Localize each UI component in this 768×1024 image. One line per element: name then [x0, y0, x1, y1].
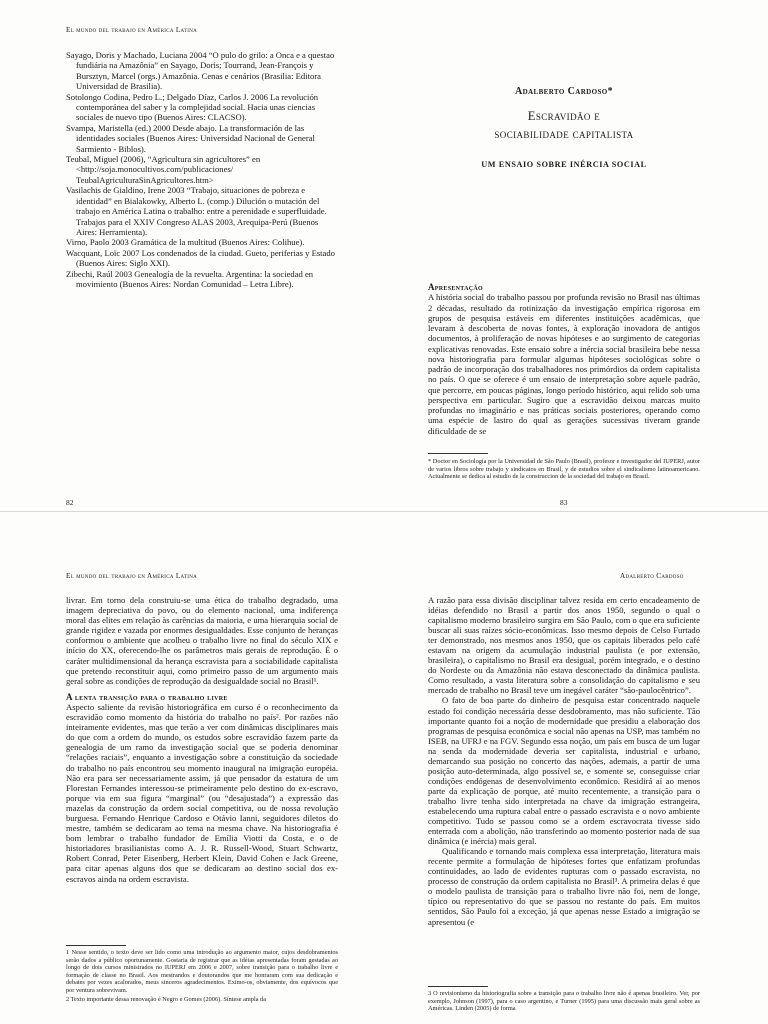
footnotes-left: [66, 949, 338, 1006]
reference-entry: Wacquant, Loïc 2007 Los condenados de la ciudad. Gueto, periferias y Estado (Buenos Aires: Siglo XXI).: [66, 247, 335, 269]
body-paragraph: Qualificando e tornando mais complexa essa interpretação, literatura mais recente permite a formulação de hipóteses fortes que enfatizam profundas continuidades, ao lado de evidentes rupturas com o passado escravista, no processo de construção da ordem capitalista no Brasil³. A primeira delas é que o modelo paulista de transição para o trabalho livre não foi, nem de longe, típico ou representativo do que se passou no restante do país. Em muitos sentidos, São Paulo foi a exceção, já que apenas nesse Estado a imigração se apresentou (e: [428, 846, 700, 927]
running-head-right: Adalberto Cardoso: [620, 572, 684, 580]
body-paragraph: Aspecto saliente da revisão historiográfica em curso é o reconhecimento da escravidão como momento da história do trabalho no país². Por razões não inteiramente evidentes, mas que terão a ver com dinâmicas disciplinares mais do que com a ordem do mundo, os estudos sobre escravidão fazem parte da genealogia de um ramo da investigação social que se poderia denominar “relações raciais”, enquanto a investigação sobre a constituição da sociedade do trabalho no país encontrou seu momento inaugural na imigração européia. Não era para ser necessariamente assim, já que pensador da estatura de um Florestan Fernandes interessou-se primeiramente pelo destino do ex-escravo, porque via em sua figura “marginal” (ou “desajustada”) a expressão das mazelas da construção da ordem social competitiva, ou de nossa revolução burguesa. Fernando Henrique Cardoso e Otávio Ianni, seguidores diletos do mestre, também se dedicaram ao tema na mesma chave. Na historiografia é bom lembrar o trabalho fundador de Emília Viotti da Costa, e o de historiadores brasilianistas como A. J. R. Russell-Wood, Stuart Schwartz, Robert Conrad, Peter Eisenberg, Herbert Klein, David Cohen e Jack Greene, para citar apenas alguns dos que se dedicaram ao destino social dos ex-escravos ainda na ordem escravista.: [66, 701, 338, 884]
reference-entry: Virno, Paolo 2003 Gramática de la multitud (Buenos Aires: Colihue).: [66, 237, 305, 248]
footnote-text: 2 Texto importante dessa renovação é Negro e Gomes (2006). Síntese ampla da: [66, 996, 267, 1003]
presentation-section: [428, 282, 700, 436]
reference-entry: Teubal, Miguel (2006), “Agricultura sin agricultores” en <http://soja.monocultivos.com/publicaciones/ TeubalAgriculturaSinAgricultores.htm>: [66, 154, 261, 185]
body-paragraph: A história social do trabalho passou por profunda revisão no Brasil nas últimas 2 décadas, resultado da rotinização da investigação empírica rigorosa em grupos de pesquisa estáveis em diferentes instituições acadêmicas, que levaram à descoberta de novas fontes, à exploração inovadora de antigos documentos, à proliferação de novas hipóteses e ao surgimento de categorias explicativas renovadas. Este ensaio sobre a inércia social brasileira bebe nessa nova historiografia para formular algumas hipóteses sociológicas sobre o padrão de incorporação dos trabalhadores nos primórdios da ordem capitalista no país. O que se oferece é um ensaio de interpretação sobre aquele padrão, que percorre, em poucas páginas, longo período histórico, aqui relido sob uma perspectiva em particular. Sugiro que a escravidão deixou marcas muito profundas no imaginário e nas práticas sociais posteriores, operando como uma espécie de lastro do qual as gerações sucessivas tiveram grande dificuldade de se: [428, 292, 700, 436]
page-number-right: 83: [560, 498, 568, 507]
body-paragraph: A razão para essa divisão disciplinar talvez resida em certo encadeamento de idéias defendido no Brasil a partir dos anos 1950, segundo o qual o capitalismo moderno brasileiro surgira em São Paulo, com o que era suficiente buscar ali suas raízes sócio-econômicas. Isso mesmo depois de Celso Furtado ter demonstrado, nos mesmos anos 1950, que os capitais liberados pelo café estavam na origem da acumulação industrial paulista (e por extensão, brasileira), o capitalismo no Brasil era desigual, porém integrado, e o destino do Nordeste ou da Amazônia não estava desconectado da dinâmica paulista. Como resultado, a vasta literatura sobre a consolidação do capitalismo e seu mercado de trabalho no Brasil teve um inegável caráter “são-paulocêntrico”.: [428, 595, 700, 696]
section-heading: A lenta transição para o trabalho livre: [66, 691, 228, 702]
article-subtitle: UM ENSAIO SOBRE INÉRCIA SOCIAL: [481, 160, 647, 169]
footnote-rule: [428, 453, 488, 454]
body-paragraph: O fato de boa parte do dinheiro de pesquisa estar concentrado naquele estado foi condição necessária desse desdobramento, mas não suficiente. Tão importante quanto foi a noção de modernidade que presidiu a elaboração dos programas de pesquisa econômica e social não apenas na USP, mas também no ISEB, na UFRJ e na FGV. Segundo essa noção, um país em busca de um lugar na senda da modernidade deveria ser capitalista, industrial e urbano, demarcando sua posição no concerto das nações, ademais, a partir de uma posição auto-determinada, algo possível se, e somente se, conseguisse criar condições endógenas de desenvolvimento econômico. Residirá aí ao menos parte da explicação de porque, até muito recentemente, a transição para o trabalho livre tenha sido interpretada na chave da imigração estrangeira, estabelecendo uma ruptura cabal entre o passado escravista e o novo ambiente competitivo. Tudo se passou como se a ordem escravocrata tivesse sido enterrada com a abolição, não transferindo ao momento posterior nada de sua dinâmica (e inércia) mais geral.: [428, 695, 700, 847]
reference-entry: Sayago, Doris y Machado, Luciana 2004 “O pulo do grilo: a Onca e a questao fundiária na Amazônia” en Sayago, Doris; Tourrand, Jean-François y Bursztyn, Marcel (orgs.) Amazônia. Cenas e cenários (Brasilia: Editora Universidad de Brasilia).: [66, 50, 335, 92]
footnote-text: 3 O revisionismo da historiografia sobre a transição para o trabalho livre não é apenas brasileiro. Ver, por exemplo, Johnson (1997), para o caso argentino, e Turner (1995) para uma discussão mais geral sobre as Américas. Linden (2005) de forma: [428, 990, 700, 1012]
body-paragraph: livrar. Em torno dela construiu-se uma ética do trabalho degradado, uma imagem depreciativa do povo, ou do elemento nacional, uma indiferença moral das elites em relação às carências da maioria, e uma hierarquia social de grande rigidez e vazada por enormes desigualdades. Esse conjunto de heranças conformou o ambiente que acolheu o trabalho livre no final do século XIX e início do XX, oferecendo-lhe os parâmetros mais gerais de reprodução. É o caráter multidimensional da herança escravista para a sociabilidade capitalista que pretendo reconstituir aqui, como primeiro passo de um argumento mais geral sobre as condições de reprodução da desigualdade social no Brasil¹.: [66, 595, 338, 686]
footnotes-right: [428, 990, 700, 1015]
reference-entry: Zibechi, Raúl 2003 Genealogía de la revuelta. Argentina: la sociedad en movimiento (Buenos Aires: Nordan Comunidad – Letra Libre).: [66, 268, 314, 289]
section-heading: Apresentação: [428, 282, 483, 292]
footnote-rule: [428, 986, 488, 987]
reference-entry: Svampa, Maristella (ed.) 2000 Desde abajo. La transformación de las identidades sociales (Buenos Aires: Universidad Nacional de General Sarmiento - Biblos).: [66, 122, 315, 154]
running-head-left: El mundo del trabajo en América Latina: [66, 26, 198, 34]
reference-entry: Vasilachis de Gialdino, Irene 2003 “Trabajo, situaciones de pobreza e identidad” en Bialakowky, Alberto L. (comp.) Dilución o mutación del trabajo en América Latina o trabalho: entre a perenidade e superfluidade. Trabajos para el XXIV Congreso ALAS 2003, Arequipa-Perú (Buenos Aires: Herramienta).: [66, 185, 327, 237]
reference-list: [66, 50, 338, 289]
footnote-text: 1 Nesse sentido, o texto deve ser lido como uma introdução ao argumento maior, cujos desdobramentos serão dados a público oportunamente. Gostaria de registrar que as idéias apresentadas foram gestadas ao longo de dois cursos ministrados no IUPERJ em 2006 e 2007, sobre transição para o trabalho livre e formação de classe no Brasil. Aos mestrandos e doutorandos que me honraram com sua dedicação e debates por vezes acalorados, meus sinceros agradecimentos. Eximo-os, obviamente, dos equívocos que por ventura sobrevivam.: [66, 949, 338, 994]
article-title-line1: Escravidão e: [527, 109, 601, 123]
reference-entry: Sotolongo Codina, Pedro L.; Delgado Díaz, Carlos J. 2006 La revolución contemporánea del saber y la complejidad social. Hacia unas ciencias sociales de nuevo tipo (Buenos Aires: CLACSO).: [66, 91, 319, 123]
page-number-left: 82: [66, 498, 74, 507]
right-body: [428, 595, 700, 927]
article-author: Adalberto Cardoso*: [514, 86, 613, 97]
article-title-line2: sociabilidade capitalista: [494, 127, 634, 141]
bottom-page-spread: [0, 512, 768, 1024]
footnote-text: * Doctor en Sociología por la Universidad de São Paulo (Brasil), profesor e investigador del IUPERJ, autor de varios libros sobre trabajo y sindicatos en Brasil, y de estudios sobre el sindicalismo latinoamericano. Actualmente se dedica al estudio de la construccion de la sociedad del trabajo en Brasil.: [428, 458, 700, 480]
footnote-rule: [66, 945, 126, 946]
left-body: [66, 595, 338, 884]
author-footnote: [428, 458, 700, 483]
running-head-left: El mundo del trabajo en América Latina: [66, 572, 198, 580]
